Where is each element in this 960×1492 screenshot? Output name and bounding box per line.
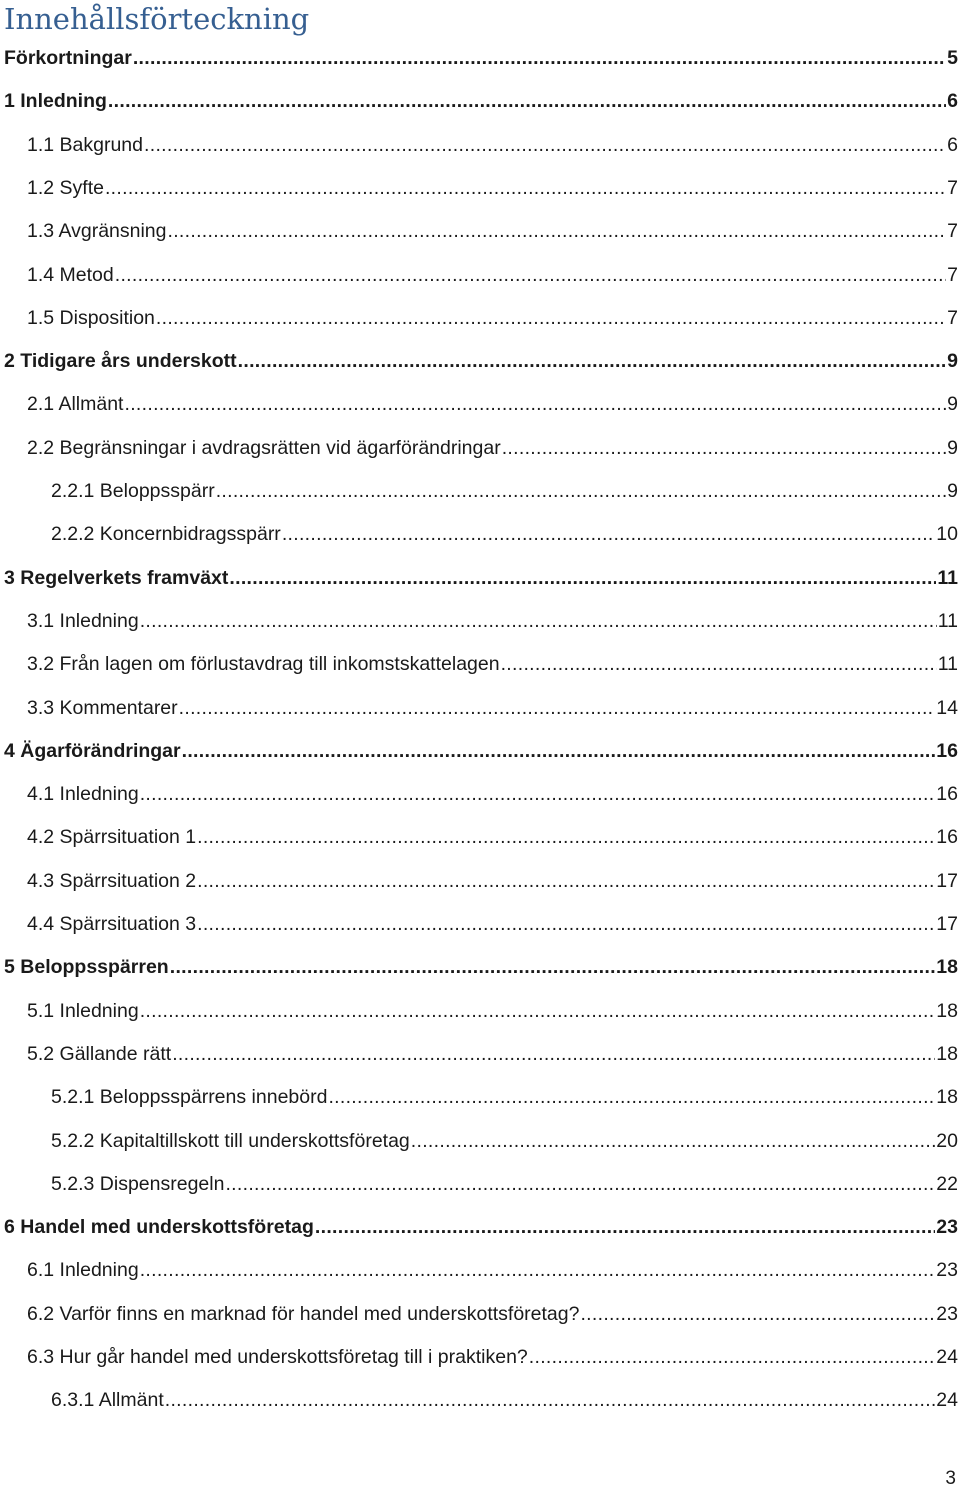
toc-entry-page: 11: [937, 609, 958, 632]
toc-entry-page: 17: [936, 913, 958, 935]
toc-entry[interactable]: [27, 863, 958, 893]
toc-entry-label: 3 Regelverkets framväxt: [4, 566, 229, 589]
toc-entry-label: 2.1 Allmänt: [27, 393, 124, 416]
toc-entry-label: 1.4 Metod: [27, 263, 114, 286]
toc-dot-leader: [140, 1259, 936, 1282]
toc-entry-label: 6.2 Varför finns en marknad för handel med underskottsföretag?: [27, 1302, 580, 1325]
toc-dot-leader: [168, 220, 947, 243]
toc-entry[interactable]: [4, 343, 958, 373]
toc-entry-page: 17: [936, 869, 958, 892]
toc-dot-leader: [197, 826, 935, 849]
toc-entry-page: 6: [947, 133, 958, 156]
toc-entry-page: 23: [936, 1302, 958, 1325]
toc-entry-label: 4.1 Inledning: [27, 783, 139, 806]
toc-entry-label: 4.3 Spärrsituation 2: [27, 869, 197, 892]
toc-entry[interactable]: [27, 603, 958, 633]
toc-entry-label: 4.4 Spärrsituation 3: [27, 913, 197, 935]
toc-entry-page: 9: [947, 393, 958, 416]
toc-dot-leader: [580, 1303, 935, 1326]
toc-entry-label: 6.3 Hur går handel med underskottsföretag till i praktiken?: [27, 1346, 528, 1368]
toc-entry[interactable]: [27, 906, 958, 936]
toc-entry-label: 1.5 Disposition: [27, 306, 155, 329]
toc-entry-label: 5.2.2 Kapitaltillskott till underskottsföretag: [51, 1129, 410, 1152]
toc-dot-leader: [140, 610, 937, 633]
toc-dot-leader: [105, 177, 946, 200]
toc-entry-page: 24: [936, 1346, 958, 1368]
toc-entry[interactable]: [27, 430, 958, 460]
toc-entry-page: 11: [937, 653, 958, 676]
toc-dot-leader: [502, 437, 946, 460]
toc-entry-label: 3.1 Inledning: [27, 609, 139, 632]
toc-entry-label: 5.1 Inledning: [27, 999, 139, 1022]
toc-entry-label: 6 Handel med underskottsföretag: [4, 1216, 314, 1239]
toc-entry-label: 4 Ägarförändringar: [4, 739, 181, 762]
toc-entry-label: 5.2.3 Dispensregeln: [51, 1172, 225, 1195]
toc-entry-page: 14: [936, 696, 958, 719]
toc-entry-label: 1.2 Syfte: [27, 176, 104, 199]
toc-dot-leader: [144, 134, 946, 157]
toc-dot-leader: [170, 956, 936, 979]
toc-entry[interactable]: [27, 819, 958, 849]
toc-entry-label: 3.2 Från lagen om förlustavdrag till inkomstskattelagen: [27, 653, 500, 676]
toc-entry[interactable]: [51, 1382, 958, 1412]
toc-entry-page: 10: [936, 523, 958, 546]
toc-entry-label: 4.2 Spärrsituation 1: [27, 826, 197, 849]
toc-entry-page: 7: [947, 263, 958, 286]
toc-entry-label: 5 Beloppsspärren: [4, 956, 169, 979]
toc-dot-leader: [197, 870, 935, 893]
toc-entry[interactable]: [27, 1339, 958, 1369]
toc-entry[interactable]: [4, 1209, 958, 1239]
toc-entry-page: 9: [947, 436, 958, 459]
toc-entry-page: 9: [947, 350, 958, 373]
toc-dot-leader: [501, 653, 937, 676]
toc-dot-leader: [315, 1216, 935, 1239]
toc-title: Innehållsförteckning: [4, 2, 310, 36]
toc-dot-leader: [115, 264, 946, 287]
toc-entry-page: 18: [936, 1086, 958, 1109]
toc-entry[interactable]: [27, 170, 958, 200]
toc-dot-leader: [140, 1000, 936, 1023]
toc-entry-page: 18: [936, 999, 958, 1022]
toc-dot-leader: [229, 567, 936, 590]
toc-entry-label: 2.2.2 Koncernbidragsspärr: [51, 523, 281, 546]
toc-entry[interactable]: [27, 993, 958, 1023]
toc-dot-leader: [124, 393, 946, 416]
toc-entry-label: 2.2 Begränsningar i avdragsrätten vid ägarförändringar: [27, 436, 501, 459]
toc-entry-page: 11: [937, 566, 958, 589]
toc-entry[interactable]: [4, 83, 958, 113]
toc-entry-page: 23: [936, 1259, 958, 1282]
toc-entry-page: 22: [936, 1172, 958, 1195]
page-number: 3: [945, 1468, 956, 1489]
toc-entry[interactable]: [4, 560, 958, 590]
toc-entry-label: 6.1 Inledning: [27, 1259, 139, 1282]
toc-dot-leader: [165, 1389, 936, 1412]
toc-entry[interactable]: [51, 1166, 958, 1196]
toc-entry-label: 6.3.1 Allmänt: [51, 1389, 164, 1412]
toc-dot-leader: [216, 480, 946, 503]
toc-entry[interactable]: [27, 1252, 958, 1282]
toc-entry-page: 18: [936, 956, 958, 979]
toc-dot-leader: [411, 1130, 936, 1153]
toc-entry[interactable]: [27, 213, 958, 243]
toc-entry-label: 5.2.1 Beloppsspärrens innebörd: [51, 1086, 328, 1109]
toc-dot-leader: [282, 523, 935, 546]
toc-entry-page: 16: [936, 739, 958, 762]
toc-entry[interactable]: [27, 690, 958, 720]
toc-dot-leader: [172, 1043, 935, 1066]
toc-entry[interactable]: [51, 516, 958, 546]
toc-dot-leader: [133, 47, 946, 70]
toc-dot-leader: [140, 783, 936, 806]
toc-entry-page: 20: [936, 1129, 958, 1152]
toc-entry[interactable]: [27, 300, 958, 330]
toc-dot-leader: [197, 913, 935, 936]
toc-entry-label: 3.3 Kommentarer: [27, 696, 178, 719]
toc-entry-page: 6: [947, 90, 958, 113]
toc-entry[interactable]: [27, 1296, 958, 1326]
toc-entry[interactable]: [4, 949, 958, 979]
toc-entry[interactable]: [27, 1036, 958, 1066]
toc-entry-page: 7: [947, 176, 958, 199]
toc-entry[interactable]: [51, 1123, 958, 1153]
toc-dot-leader: [182, 740, 936, 763]
toc-entry-page: 9: [947, 480, 958, 502]
toc-entry-page: 16: [936, 826, 958, 849]
toc-entry-label: 1 Inledning: [4, 90, 107, 113]
toc-entry-label: 1.1 Bakgrund: [27, 133, 144, 156]
toc-entry-page: 16: [936, 783, 958, 806]
toc-entry-label: 2.2.1 Beloppsspärr: [51, 480, 215, 502]
toc-dot-leader: [108, 90, 946, 113]
toc-dot-leader: [179, 697, 936, 720]
toc-entry[interactable]: [27, 646, 958, 676]
toc-entry-page: 18: [936, 1042, 958, 1065]
toc-entry-label: 2 Tidigare års underskott: [4, 350, 237, 373]
toc-entry[interactable]: [27, 127, 958, 157]
toc-entry[interactable]: [4, 40, 958, 70]
toc-entry-page: 24: [936, 1389, 958, 1412]
toc-entry-page: 23: [936, 1216, 958, 1239]
toc-entry[interactable]: [27, 386, 958, 416]
toc-entry-page: 7: [947, 220, 958, 243]
toc-entry[interactable]: [27, 257, 958, 287]
toc-dot-leader: [238, 350, 947, 373]
toc-entry[interactable]: [51, 473, 958, 503]
toc-dot-leader: [529, 1346, 936, 1369]
toc-dot-leader: [156, 307, 946, 330]
toc-entry-label: 5.2 Gällande rätt: [27, 1042, 172, 1065]
toc-entry[interactable]: [27, 776, 958, 806]
toc-entry[interactable]: [4, 733, 958, 763]
toc-entry-label: 1.3 Avgränsning: [27, 220, 167, 243]
toc-entry[interactable]: [51, 1079, 958, 1109]
toc-entry-page: 5: [947, 47, 958, 69]
toc-dot-leader: [225, 1173, 935, 1196]
toc-entry-label: Förkortningar: [4, 47, 132, 69]
toc-entry-page: 7: [947, 306, 958, 329]
toc-dot-leader: [328, 1086, 935, 1109]
